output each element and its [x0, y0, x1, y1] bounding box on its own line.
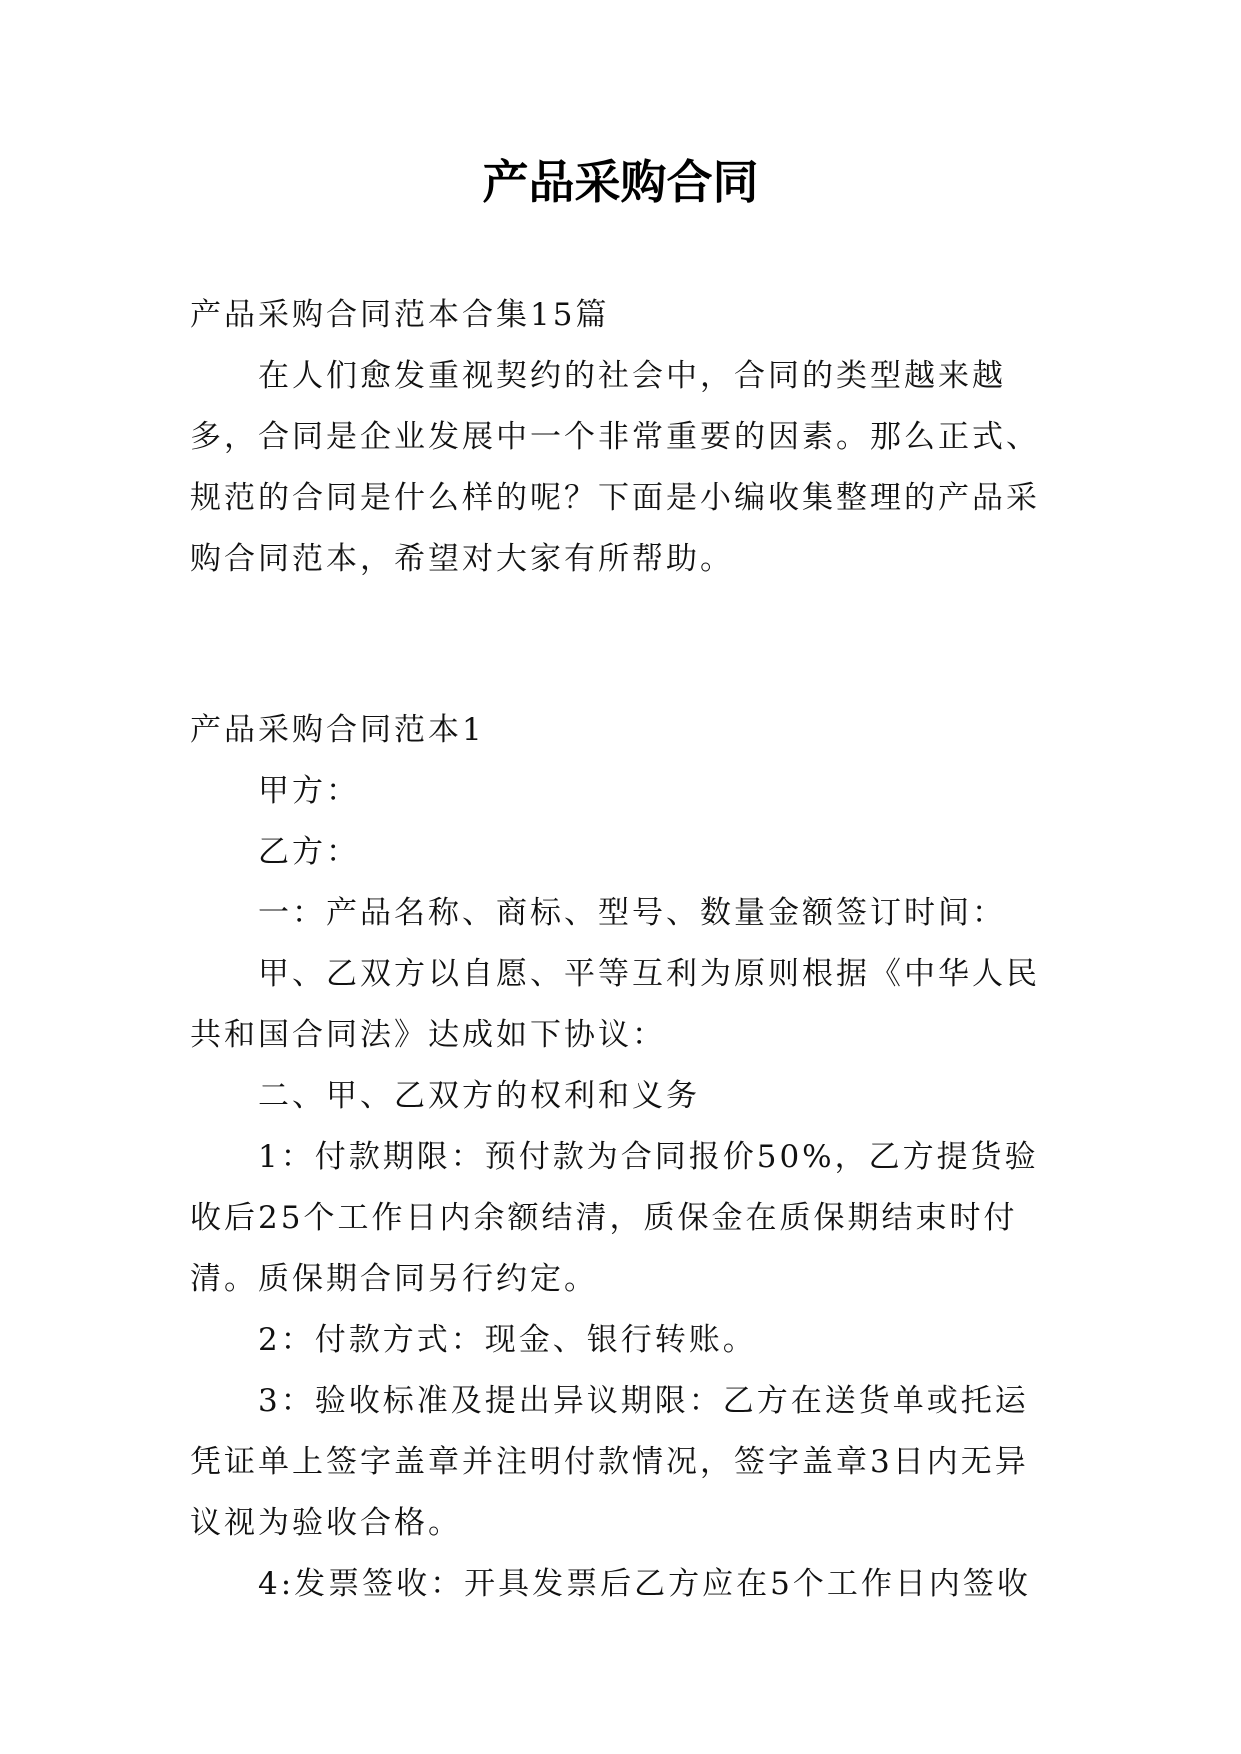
- intro-section: [190, 285, 1050, 590]
- intro-paragraph: 在人们愈发重视契约的社会中，合同的类型越来越多，合同是企业发展中一个非常重要的因素。那么正式、规范的合同是什么样的呢？下面是小编收集整理的产品采购合同范本，希望对大家有所帮助。: [190, 358, 1040, 577]
- clause-4-paragraph: 4:发票签收：开具发票后乙方应在5个工作日内签收: [258, 1566, 1031, 1602]
- document-title: 产品采购合同: [482, 155, 759, 209]
- clause-1-paragraph: 1：付款期限：预付款为合同报价50%，乙方提货验收后25个工作日内余额结清，质保金在质保期结束时付清。质保期合同另行约定。: [190, 1139, 1039, 1297]
- item-2-line: 二、甲、乙双方的权利和义务: [258, 1078, 700, 1114]
- party-a-line: 甲方：: [258, 773, 360, 809]
- agreement-paragraph: 甲、乙双方以自愿、平等互利为原则根据《中华人民共和国合同法》达成如下协议：: [190, 956, 1040, 1053]
- collection-heading: 产品采购合同范本合集15篇: [190, 297, 610, 333]
- item-1-line: 一：产品名称、商标、型号、数量金额签订时间：: [258, 895, 1006, 931]
- sample-1-section: [190, 700, 1050, 1615]
- party-b-line: 乙方：: [258, 834, 360, 870]
- sample-1-heading: 产品采购合同范本1: [190, 712, 485, 748]
- clause-2-paragraph: 2：付款方式：现金、银行转账。: [258, 1322, 757, 1358]
- clause-3-paragraph: 3：验收标准及提出异议期限：乙方在送货单或托运凭证单上签字盖章并注明付款情况，签字盖章3日内无异议视为验收合格。: [190, 1383, 1029, 1541]
